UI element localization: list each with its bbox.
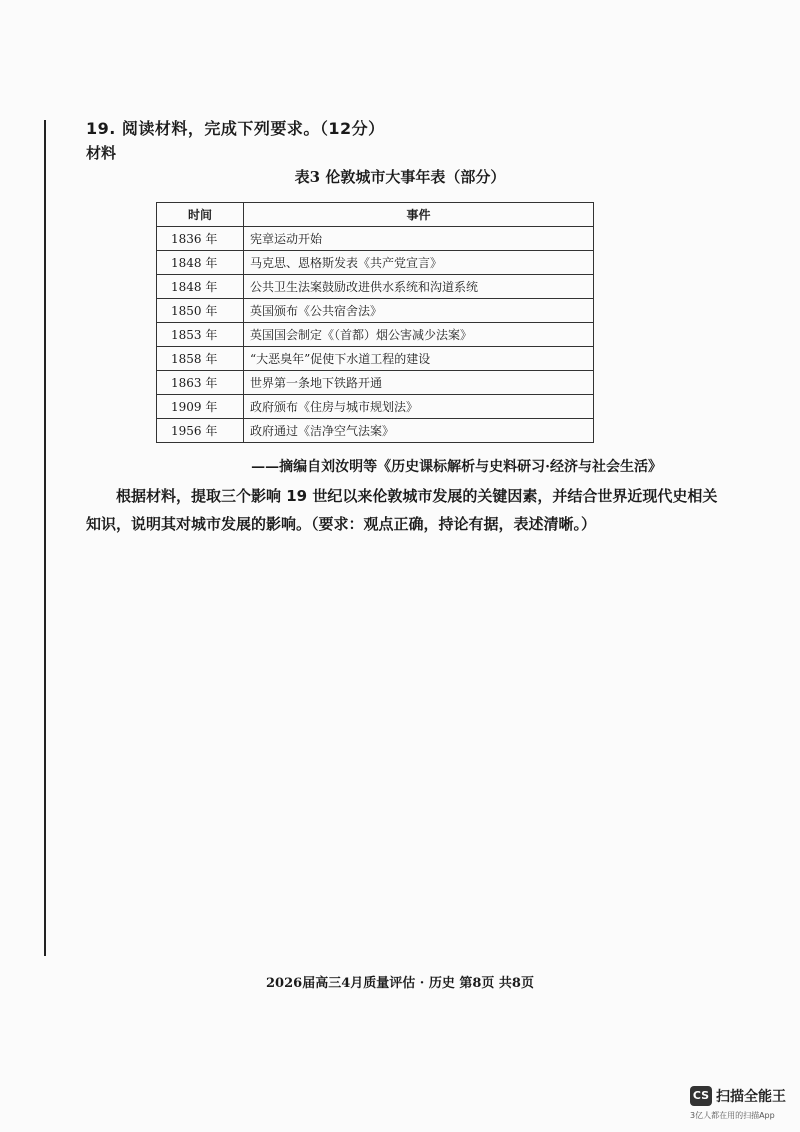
source-citation: ——摘编自刘汝明等《历史课标解析与史料研习·经济与社会生活》 — [251, 459, 662, 475]
header-time: 时间 — [157, 203, 244, 227]
camscanner-name: 扫描全能王 — [716, 1089, 786, 1105]
row-year: 1848 年 — [157, 275, 244, 299]
row-event: 公共卫生法案鼓励改进供水系统和沟道系统 — [244, 275, 594, 299]
table-row — [157, 299, 594, 323]
page-footer: 2026届高三4月质量评估 · 历史 第8页 共8页 — [266, 976, 534, 991]
row-year: 1909 年 — [157, 395, 244, 419]
camscanner-tagline: 3亿人都在用的扫描App — [690, 1111, 775, 1120]
row-event: 政府颁布《住房与城市规划法》 — [244, 395, 594, 419]
row-event: 政府通过《洁净空气法案》 — [244, 419, 594, 443]
table-row — [157, 323, 594, 347]
question-prompt: 根据材料，提取三个影响 19 世纪以来伦敦城市发展的关键因素，并结合世界近现代史相关知识，说明其对城市发展的影响。（要求：观点正确，持论有据，表述清晰。） — [86, 487, 718, 533]
events-table — [156, 202, 594, 443]
table-row — [157, 251, 594, 275]
table-row — [157, 275, 594, 299]
row-event: “大恶臭年”促使下水道工程的建设 — [244, 347, 594, 371]
row-event: 英国颁布《公共宿舍法》 — [244, 299, 594, 323]
table-caption: 表3 伦敦城市大事年表（部分） — [294, 168, 506, 186]
header-event: 事件 — [244, 203, 594, 227]
row-year: 1858 年 — [157, 347, 244, 371]
row-year: 1836 年 — [157, 227, 244, 251]
camscanner-logo-icon: CS — [690, 1086, 712, 1106]
row-year: 1850 年 — [157, 299, 244, 323]
table-row — [157, 395, 594, 419]
table-row — [157, 371, 594, 395]
row-event: 宪章运动开始 — [244, 227, 594, 251]
material-label: 材料 — [86, 144, 117, 162]
table-header-row — [157, 203, 594, 227]
table-row — [157, 227, 594, 251]
row-year: 1956 年 — [157, 419, 244, 443]
row-event: 英国国会制定《（首都）烟公害减少法案》 — [244, 323, 594, 347]
row-year: 1853 年 — [157, 323, 244, 347]
margin-line — [44, 120, 46, 956]
question-title: 19. 阅读材料，完成下列要求。（12分） — [86, 119, 385, 138]
table-row — [157, 419, 594, 443]
row-year: 1848 年 — [157, 251, 244, 275]
row-year: 1863 年 — [157, 371, 244, 395]
row-event: 世界第一条地下铁路开通 — [244, 371, 594, 395]
row-event: 马克思、恩格斯发表《共产党宣言》 — [244, 251, 594, 275]
table-row — [157, 347, 594, 371]
